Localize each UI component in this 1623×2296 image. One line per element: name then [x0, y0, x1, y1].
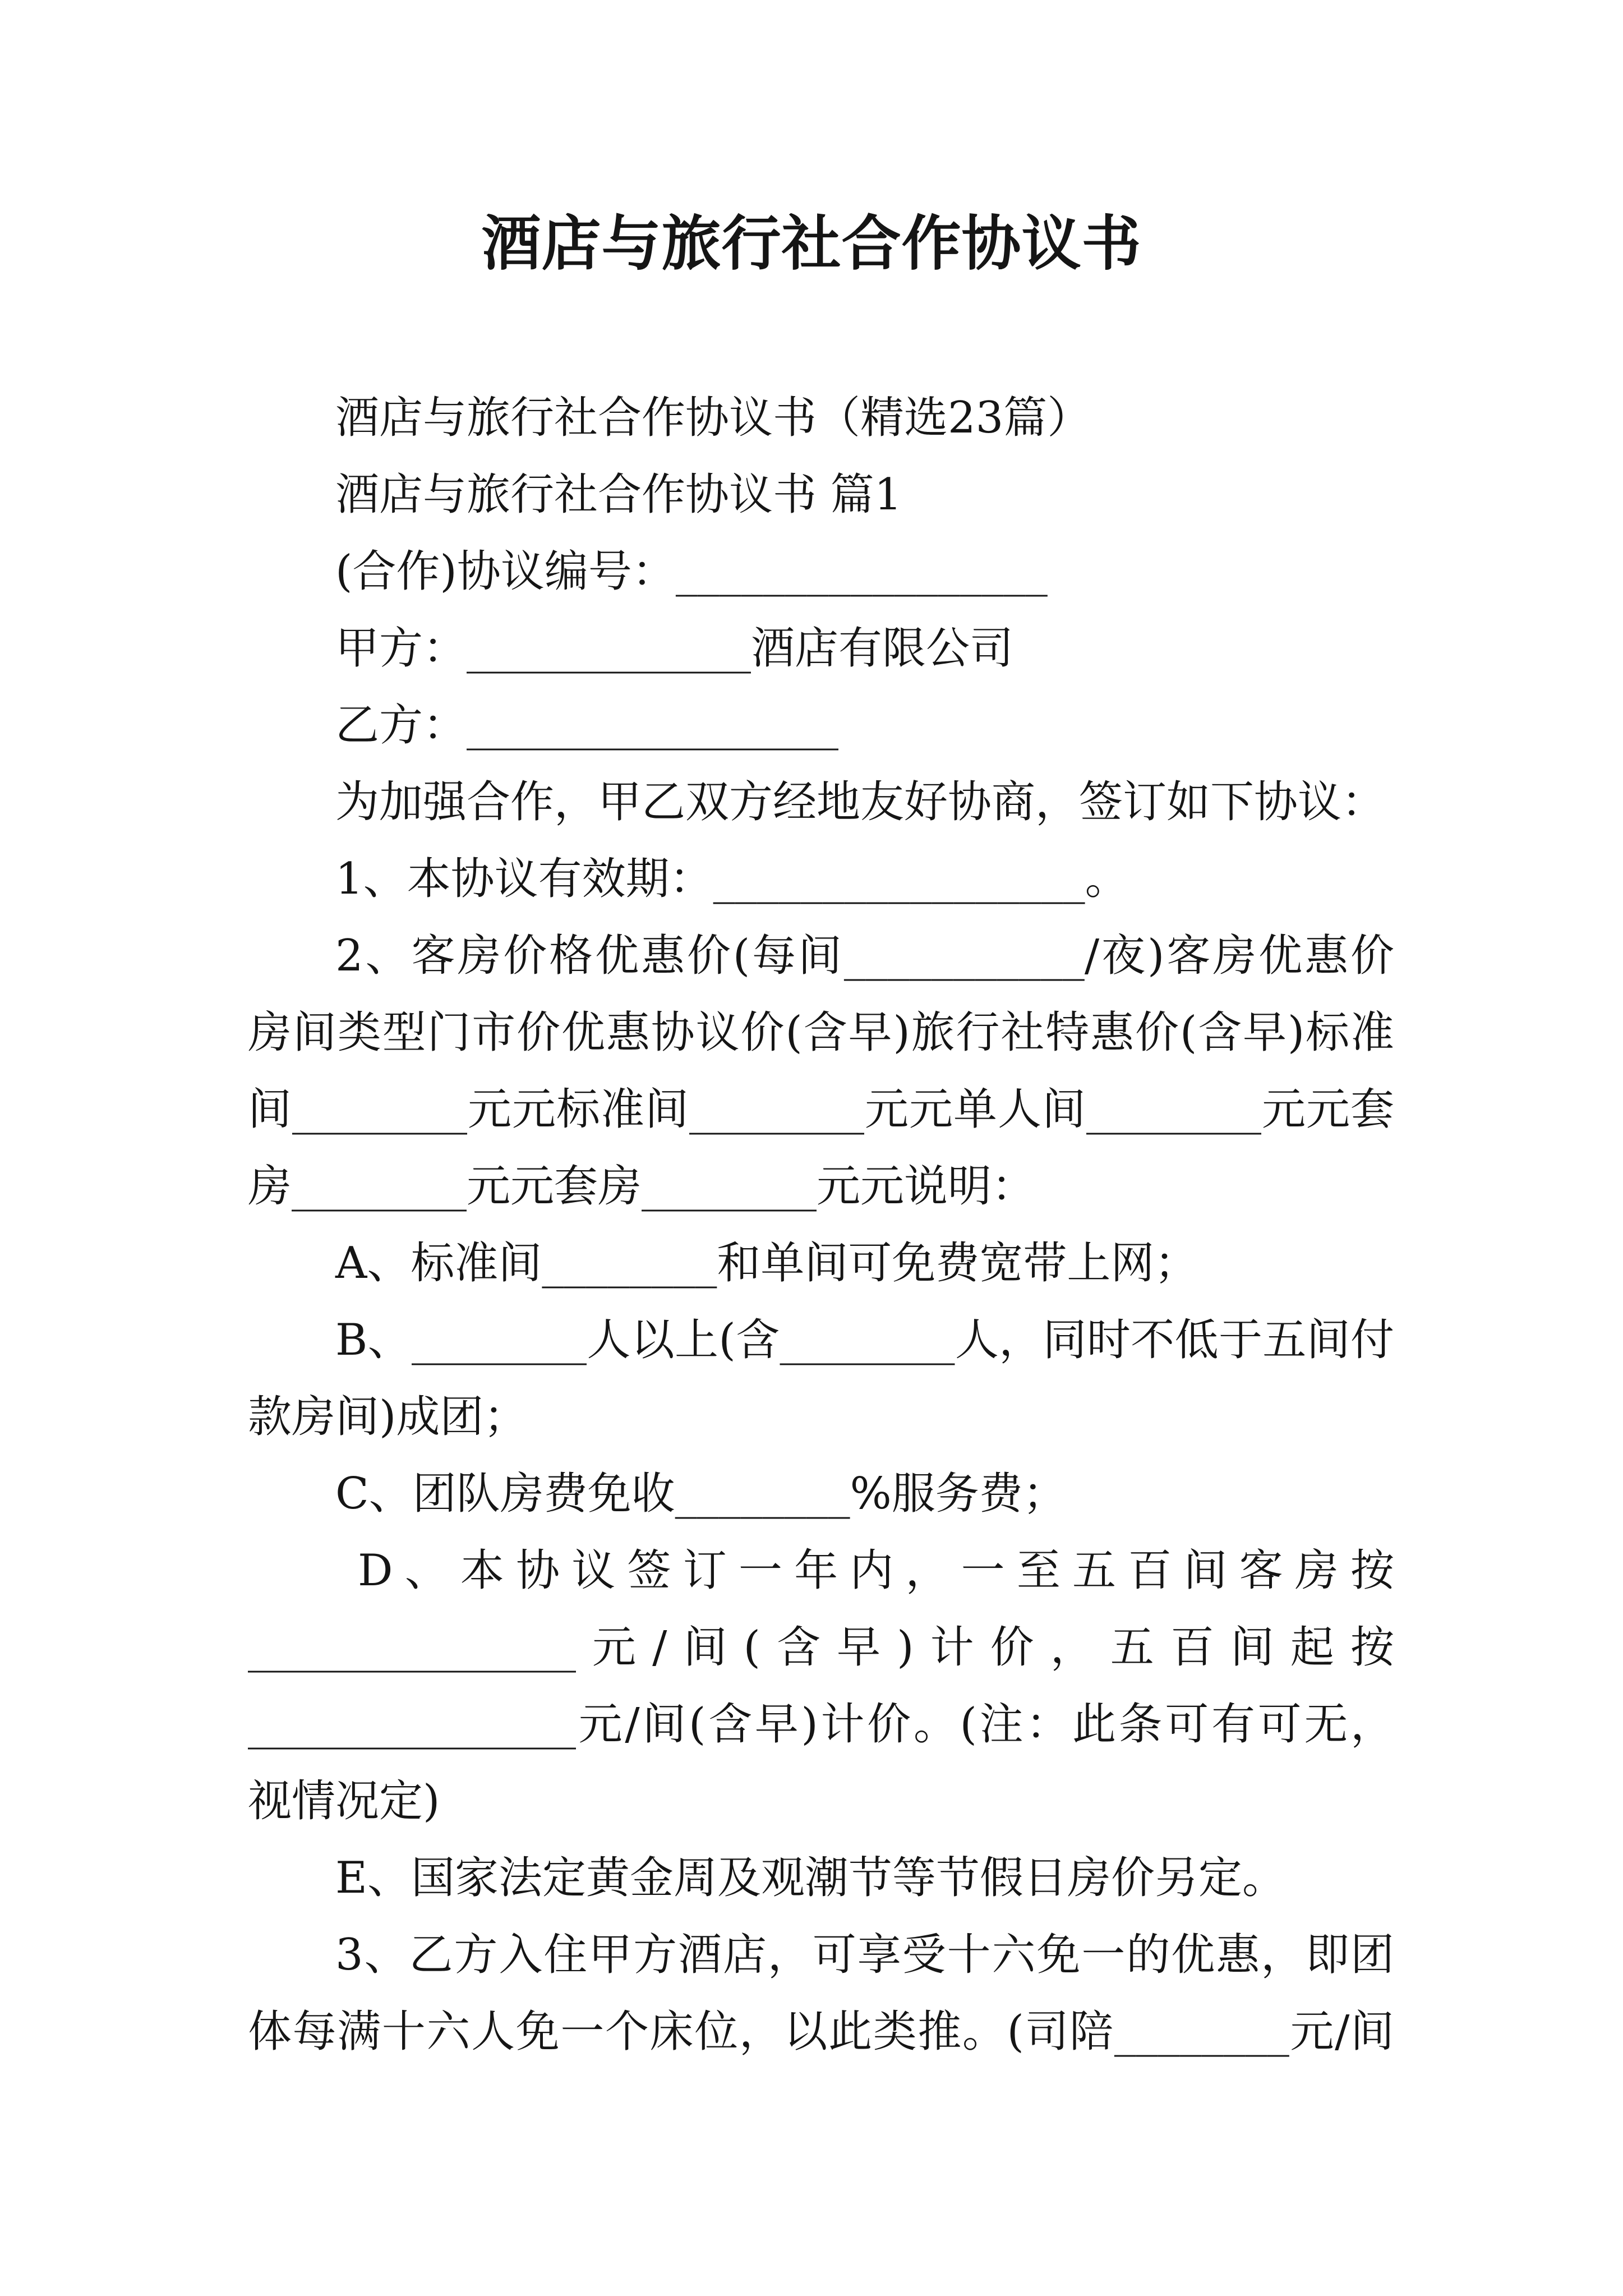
paragraph-item-c [248, 1456, 1394, 1533]
text-line: 视情况定) [248, 1776, 440, 1826]
text-line: 款房间)成团； [248, 1392, 528, 1442]
text-line: 乙方：_________________ [335, 700, 839, 751]
paragraph-item-e [248, 1840, 1394, 1917]
text-line: E、国家法定黄金周及观潮节等节假日房价另定。 [335, 1853, 1286, 1903]
document-body [248, 380, 1394, 2070]
text-line: B、________人以上(含________人，同时不低于五间付 [335, 1315, 1394, 1365]
text-line: 2、客房价格优惠价(每间___________/夜)客房优惠价 [335, 931, 1394, 981]
text-line: _______________元/间(含早)计价。(注：此条可有可无， [248, 1699, 1394, 1750]
text-line: 间________元元标准间________元元单人间________元元套 [248, 1084, 1394, 1135]
text-line: 房________元元套房________元元说明： [248, 1161, 1036, 1212]
paragraph-item-d [248, 1533, 1394, 1840]
text-line: 酒店与旅行社合作协议书（精选23篇） [335, 393, 1091, 443]
text-line: (合作)协议编号：_________________ [335, 546, 1048, 597]
paragraph-preamble [248, 764, 1394, 841]
text-line: A、标准间________和单间可免费宽带上网； [335, 1238, 1198, 1289]
text-line: _______________元/间(含早)计价，五百间起按 [248, 1622, 1394, 1673]
paragraph-clause-2 [248, 918, 1394, 1225]
paragraph-party-a [248, 610, 1394, 687]
text-line: 酒店与旅行社合作协议书 篇1 [335, 470, 902, 520]
paragraph-collection-heading [248, 380, 1394, 457]
text-line: 1、本协议有效期：_________________。 [335, 854, 1129, 904]
paragraph-item-a [248, 1225, 1394, 1302]
text-line: 3、乙方入住甲方酒店，可享受十六免一的优惠，即团 [335, 1930, 1394, 1980]
text-line: C、团队房费免收________%服务费； [335, 1469, 1067, 1519]
paragraph-item-b [248, 1302, 1394, 1456]
text-line: 为加强合作，甲乙双方经地友好协商，签订如下协议： [335, 777, 1386, 827]
text-line: 房间类型门市价优惠协议价(含早)旅行社特惠价(含早)标准 [248, 1007, 1394, 1058]
text-line: 体每满十六人免一个床位，以此类推。(司陪________元/间 [248, 2007, 1394, 2057]
paragraph-party-b [248, 687, 1394, 764]
text-line: D、本协议签订一年内，一至五百间客房按 [358, 1545, 1394, 1596]
paragraph-clause-3 [248, 1917, 1394, 2070]
text-line: 甲方：_____________酒店有限公司 [335, 623, 1014, 674]
paragraph-clause-1 [248, 841, 1394, 918]
paragraph-article-heading [248, 457, 1394, 533]
paragraph-agreement-number [248, 533, 1394, 610]
document-title: 酒店与旅行社合作协议书 [481, 208, 1142, 278]
